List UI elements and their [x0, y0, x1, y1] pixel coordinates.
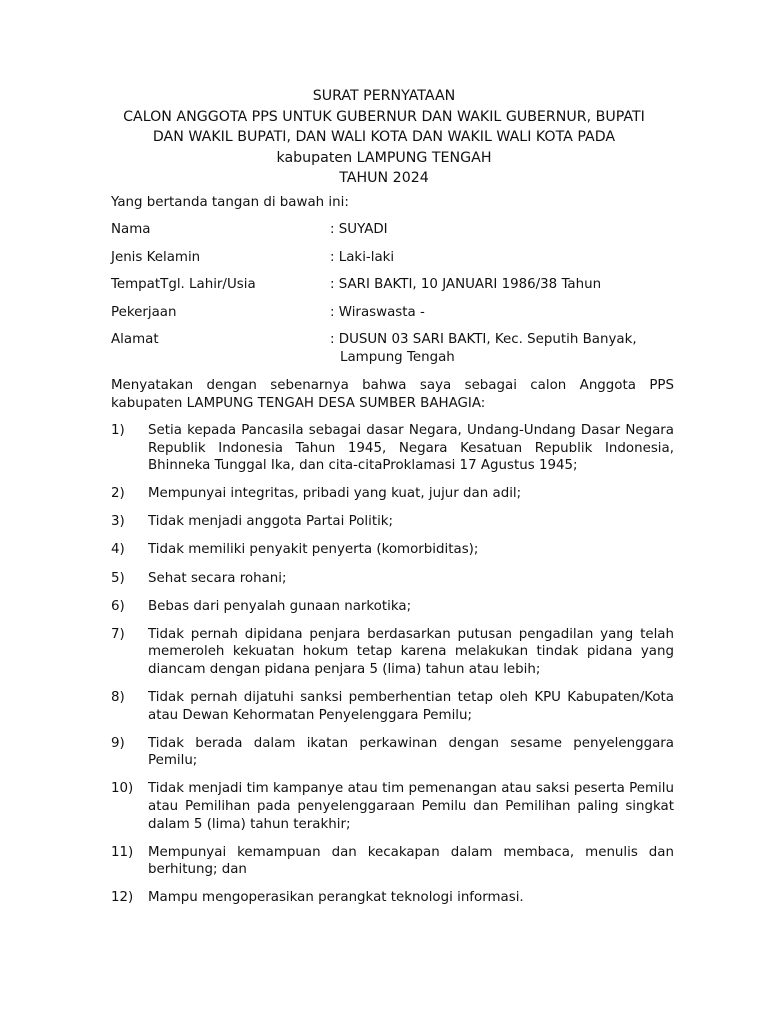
list-item: [111, 422, 674, 475]
item-number: 12): [111, 890, 134, 906]
title-line-3: DAN WAKIL BUPATI, DAN WALI KOTA DAN WAKIL WALI KOTA PADA: [152, 129, 616, 145]
identity-value: : SUYADI: [330, 222, 388, 237]
identity-label: Nama: [111, 222, 151, 237]
list-item: [111, 889, 674, 907]
list-item: [111, 570, 674, 588]
item-text: Tidak menjadi anggota Partai Politik;: [148, 514, 394, 530]
item-text: Mempunyai integritas, pribadi yang kuat, jujur dan adil;: [148, 486, 522, 502]
title-line-1: SURAT PERNYATAAN: [312, 88, 456, 104]
identity-label: Jenis Kelamin: [111, 249, 201, 265]
identity-label: Alamat: [111, 332, 159, 348]
item-number: 3): [111, 514, 125, 530]
intro-text: Yang bertanda tangan di bawah ini:: [111, 195, 349, 210]
item-number: 7): [111, 626, 125, 642]
identity-label: TempatTgl. Lahir/Usia: [111, 277, 256, 293]
identity-row-occupation: [111, 304, 681, 332]
item-number: 9): [111, 735, 125, 751]
title-line-2: CALON ANGGOTA PPS UNTUK GUBERNUR DAN WAKIL GUBERNUR, BUPATI: [123, 108, 645, 125]
identity-table: [111, 221, 681, 366]
item-text: Mampu mengoperasikan perangkat teknologi informasi.: [148, 890, 524, 906]
list-item: [111, 626, 674, 679]
item-text: Tidak menjadi tim kampanye atau tim pemenangan atau saksi peserta Pemilu atau Pemilihan pada penyelenggaraan Pemilu dan Pemilihan paling singkat dalam 5 (lima) tahun terakhir;: [148, 781, 674, 832]
item-text: Mempunyai kemampuan dan kecakapan dalam membaca, menulis dan berhitung; dan: [148, 844, 674, 878]
list-item: [111, 780, 674, 833]
item-number: 4): [111, 542, 125, 558]
identity-label: Pekerjaan: [111, 304, 177, 320]
identity-value: : SARI BAKTI, 10 JANUARI 1986/38 Tahun: [330, 277, 602, 293]
requirements-list: [111, 422, 674, 917]
title-line-5: TAHUN 2024: [339, 170, 429, 186]
list-item: [111, 598, 674, 616]
item-number: 8): [111, 690, 125, 706]
list-item: [111, 485, 674, 503]
item-number: 5): [111, 570, 125, 586]
item-text: Tidak pernah dipidana penjara berdasarkan putusan pengadilan yang telah memeroleh kekuatan hokum tetap karena melakukan tindak pidana yang diancam dengan pidana penjara 5 (lima) tahun atau lebih;: [148, 626, 674, 677]
list-item: [111, 689, 674, 724]
list-item: [111, 844, 674, 879]
item-text: Tidak memiliki penyakit penyerta (komorbiditas);: [148, 542, 479, 558]
item-number: 2): [111, 486, 125, 502]
address-line-2: Lampung Tengah: [340, 350, 455, 366]
item-text: Tidak berada dalam ikatan perkawinan dengan sesame penyelenggara Pemilu;: [148, 735, 674, 769]
address-line-1: : DUSUN 03 SARI BAKTI, Kec. Seputih Banyak,: [330, 332, 637, 348]
title-line-4: kabupaten LAMPUNG TENGAH: [276, 149, 492, 166]
document-title: [60, 86, 708, 189]
item-text: Bebas dari penyalah gunaan narkotika;: [148, 598, 412, 614]
identity-value: : Wiraswasta -: [330, 304, 425, 320]
identity-value: : Laki-laki: [330, 249, 395, 265]
item-text: Setia kepada Pancasila sebagai dasar Negara, Undang-Undang Dasar Negara Republik Indonesia Tahun 1945, Negara Kesatuan Republik Indonesia, Bhinneka Tunggal Ika, dan cita-citaProklamasi 17 Agustus 1945;: [148, 423, 674, 474]
item-number: 6): [111, 598, 125, 614]
identity-row-birth: [111, 276, 681, 304]
identity-value: [330, 331, 637, 367]
list-item: [111, 541, 674, 559]
identity-row-name: [111, 221, 681, 249]
list-item: [111, 735, 674, 770]
identity-row-address: [111, 331, 681, 366]
identity-row-gender: [111, 249, 681, 277]
item-number: 10): [111, 781, 134, 797]
list-item: [111, 513, 674, 531]
item-text: Sehat secara rohani;: [148, 570, 287, 586]
declaration-text: Menyatakan dengan sebenarnya bahwa saya sebagai calon Anggota PPS kabupaten LAMPUNG TENGAH DESA SUMBER BAHAGIA:: [111, 378, 674, 411]
item-number: 1): [111, 423, 125, 438]
item-number: 11): [111, 844, 134, 860]
item-text: Tidak pernah dijatuhi sanksi pemberhentian tetap oleh KPU Kabupaten/Kota atau Dewan Kehormatan Penyelenggara Pemilu;: [148, 690, 674, 723]
